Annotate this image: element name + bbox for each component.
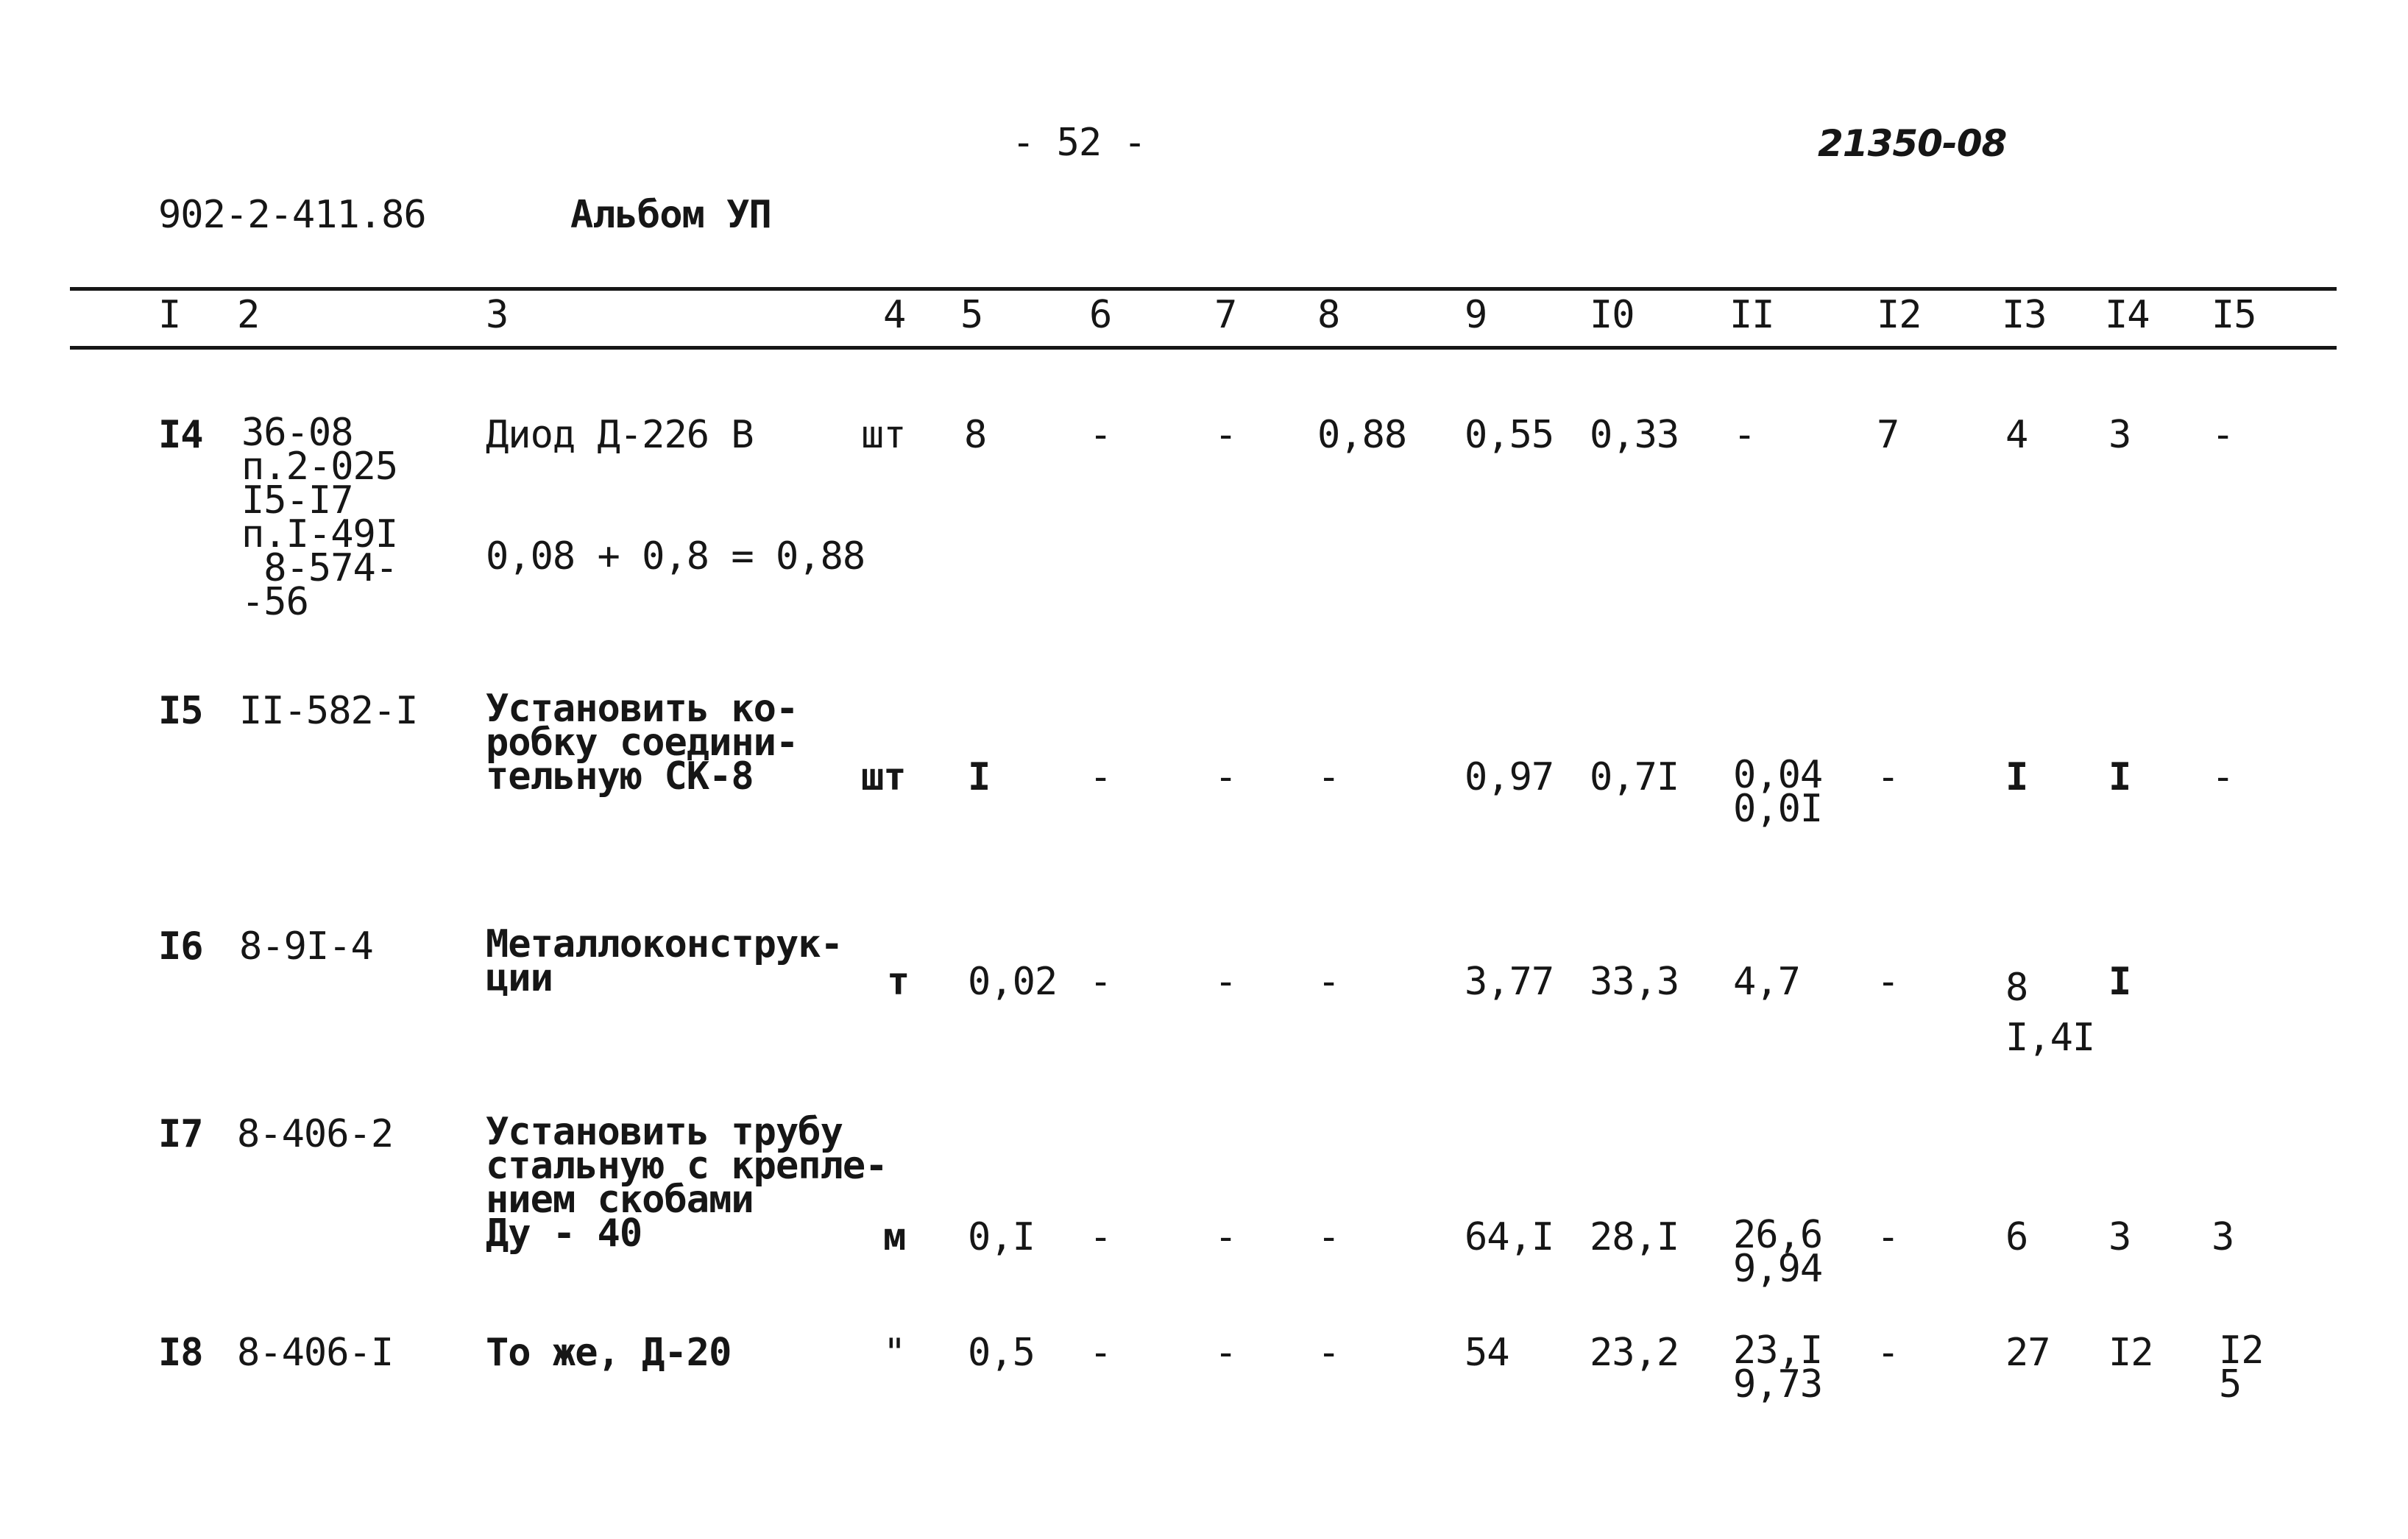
formula-note: 0,08 + 0,8 = 0,88 xyxy=(486,534,865,579)
unit: " xyxy=(883,1331,906,1375)
row-number: I8 xyxy=(158,1331,203,1375)
cell-col9: 0,97 xyxy=(1465,755,1554,799)
cell-col6: - xyxy=(1089,1215,1112,1259)
cell-col8: - xyxy=(1317,755,1340,799)
column-header: II xyxy=(1729,293,1774,337)
cell-col6: - xyxy=(1089,413,1112,457)
column-header: 6 xyxy=(1089,293,1112,337)
column-header: 2 xyxy=(237,293,260,337)
cell-col7: - xyxy=(1214,1215,1237,1259)
cell-col6: - xyxy=(1089,960,1112,1004)
cell-col13: 8 I,4I xyxy=(2005,966,2095,1060)
cell-col7: - xyxy=(1214,755,1237,799)
cell-col11: 4,7 xyxy=(1733,960,1800,1004)
cell-col15: 3 xyxy=(2212,1215,2234,1259)
work-name: То же, Д-20 xyxy=(486,1331,732,1375)
cell-col5: I xyxy=(968,755,991,799)
work-name: Диод Д-226 В xyxy=(486,413,754,457)
cell-col12: - xyxy=(1877,1215,1899,1259)
cell-col10: 23,2 xyxy=(1590,1331,1679,1375)
cell-col7: - xyxy=(1214,960,1237,1004)
cell-col10: 28,I xyxy=(1590,1215,1679,1259)
cell-col9: 3,77 xyxy=(1465,960,1554,1004)
work-name: Металлоконструк- ции xyxy=(486,922,843,1000)
norm-code: II-582-I xyxy=(239,689,418,733)
row-number: I4 xyxy=(158,413,203,457)
cell-col9: 54 xyxy=(1465,1331,1509,1375)
handwritten-code: 21350-08 xyxy=(1818,122,2007,165)
column-header: 4 xyxy=(883,293,906,337)
cell-col7: - xyxy=(1214,1331,1237,1375)
work-name: Установить ко- робку соедини- тельную СК-8 xyxy=(486,687,798,799)
cell-col10: 0,7I xyxy=(1590,755,1679,799)
work-name: Установить трубу стальную с крепле- нием скобами Ду - 40 xyxy=(486,1110,888,1256)
cell-col6: - xyxy=(1089,1331,1112,1375)
cell-col6: - xyxy=(1089,755,1112,799)
document-code: 902-2-411.86 xyxy=(158,193,426,237)
column-header: I xyxy=(158,293,181,337)
column-header: 5 xyxy=(960,293,983,337)
cell-col14: I xyxy=(2108,755,2131,799)
cell-col12: - xyxy=(1877,755,1899,799)
norm-code: 8-406-I xyxy=(237,1331,394,1375)
page-number: - 52 - xyxy=(1012,121,1146,165)
cell-col15: - xyxy=(2212,755,2234,799)
cell-col15: - xyxy=(2212,413,2234,457)
row-number: I7 xyxy=(158,1112,203,1156)
norm-code: 8-406-2 xyxy=(237,1112,394,1156)
row-number: I6 xyxy=(158,924,203,969)
row-number: I5 xyxy=(158,689,203,733)
column-header: I2 xyxy=(1877,293,1922,337)
column-header: 9 xyxy=(1465,293,1487,337)
cell-col7: - xyxy=(1214,413,1237,457)
cell-col11: 0,04 0,0I xyxy=(1733,753,1823,831)
cell-col13: I xyxy=(2005,755,2028,799)
cell-col8: - xyxy=(1317,1215,1340,1259)
cell-col12: 7 xyxy=(1877,413,1899,457)
cell-col5: 0,5 xyxy=(968,1331,1035,1375)
column-header: I3 xyxy=(2002,293,2047,337)
cell-col12: - xyxy=(1877,1331,1899,1375)
norm-code: 36-08 п.2-025 I5-I7 п.I-49I 8-574- -56 xyxy=(241,411,398,624)
table-header-rule xyxy=(70,346,2337,350)
cell-col15: I2 5 xyxy=(2219,1329,2264,1407)
column-header: 7 xyxy=(1214,293,1237,337)
cell-col8: - xyxy=(1317,960,1340,1004)
cell-col11: 26,6 9,94 xyxy=(1733,1213,1823,1291)
unit: шт xyxy=(861,755,906,799)
cell-col12: - xyxy=(1877,960,1899,1004)
unit: т xyxy=(887,960,910,1004)
cell-col14: I2 xyxy=(2108,1331,2153,1375)
cell-col10: 33,3 xyxy=(1590,960,1679,1004)
cell-col13: 6 xyxy=(2005,1215,2028,1259)
cell-col13: 27 xyxy=(2005,1331,2050,1375)
cell-col14: I xyxy=(2108,960,2131,1004)
column-header: I4 xyxy=(2105,293,2150,337)
table-top-rule xyxy=(70,287,2337,291)
cell-col9: 64,I xyxy=(1465,1215,1554,1259)
column-header: I0 xyxy=(1590,293,1635,337)
unit: шт xyxy=(861,413,906,457)
cell-col8: - xyxy=(1317,1331,1340,1375)
column-header: I5 xyxy=(2212,293,2256,337)
cell-col5: 8 xyxy=(964,413,987,457)
cell-col14: 3 xyxy=(2108,1215,2131,1259)
cell-col13: 4 xyxy=(2005,413,2028,457)
cell-col5: 0,02 xyxy=(968,960,1058,1004)
cell-col9: 0,55 xyxy=(1465,413,1554,457)
column-header: 3 xyxy=(486,293,509,337)
cell-col5: 0,I xyxy=(968,1215,1035,1259)
cell-col10: 0,33 xyxy=(1590,413,1679,457)
cell-col8: 0,88 xyxy=(1317,413,1407,457)
norm-code: 8-9I-4 xyxy=(239,924,373,969)
column-header: 8 xyxy=(1317,293,1340,337)
unit: м xyxy=(883,1215,906,1259)
album-label: Альбом УП xyxy=(570,193,771,237)
cell-col11: - xyxy=(1733,413,1756,457)
cell-col14: 3 xyxy=(2108,413,2131,457)
cell-col11: 23,I 9,73 xyxy=(1733,1329,1823,1407)
